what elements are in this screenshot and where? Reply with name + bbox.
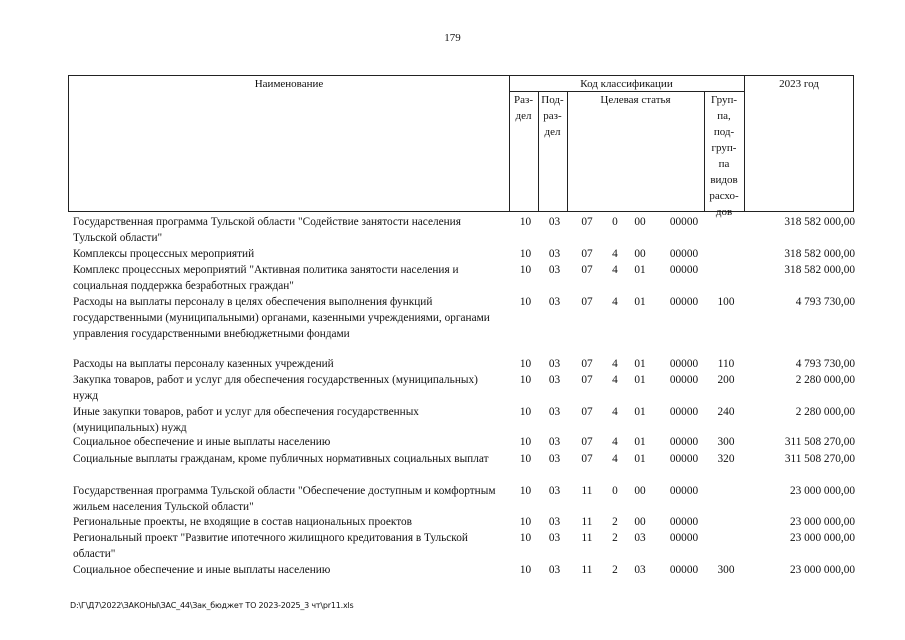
row-cs4: 00000: [669, 436, 699, 448]
row-razdel: 10: [519, 453, 532, 465]
row-amount: 311 508 270,00: [784, 436, 855, 448]
file-path-footer: D:\Г\Д7\2022\ЗАКОНЫ\ЗАС_44\Зак_бюджет ТО 2023-2025_3 чт\pr11.xls: [70, 601, 354, 610]
row-amount: 318 582 000,00: [784, 264, 855, 276]
row-cs1: 07: [581, 248, 593, 260]
row-cs4: 00000: [669, 453, 699, 465]
row-razdel: 10: [519, 296, 532, 308]
row-name: Комплексы процессных мероприятий: [73, 248, 255, 260]
row-group: 200: [717, 374, 735, 386]
row-podrazdel: 03: [548, 453, 561, 465]
row-cs3: 00: [634, 516, 646, 528]
row-cs1: 11: [581, 485, 593, 497]
row-cs3: 00: [634, 485, 646, 497]
row-cs4: 00000: [669, 296, 699, 308]
row-name: Закупка товаров, работ и услуг для обеспечения государственных (муниципальных) нужд: [73, 374, 478, 402]
row-cs4: 00000: [669, 216, 699, 228]
razdel-header: Раз- дел: [513, 94, 533, 122]
row-cs2: 0: [612, 216, 618, 228]
podrazdel-header: Под- раз- дел: [541, 94, 564, 138]
row-cs2: 2: [612, 516, 618, 528]
row-cs3: 00: [634, 216, 646, 228]
row-cs3: 01: [634, 436, 646, 448]
row-cs2: 4: [612, 358, 618, 370]
row-cs1: 07: [581, 296, 593, 308]
row-cs3: 00: [634, 248, 646, 260]
row-cs2: 2: [612, 532, 618, 544]
row-cs4: 00000: [669, 374, 699, 386]
row-name: Расходы на выплаты персоналу в целях обеспечения выполнения функций государственными (муниципальными) органами, казенными учреждениями, органами управления государственными внебюджетными фондами: [73, 296, 490, 340]
row-cs2: 2: [612, 564, 618, 576]
row-amount: 2 280 000,00: [795, 374, 855, 386]
row-amount: 318 582 000,00: [784, 216, 855, 228]
row-cs2: 4: [612, 436, 618, 448]
row-podrazdel: 03: [548, 516, 561, 528]
row-name: Государственная программа Тульской области "Обеспечение доступным и комфортным жильем населения Тульской области": [73, 485, 496, 513]
row-cs1: 07: [581, 264, 593, 276]
row-razdel: 10: [519, 436, 532, 448]
row-name: Государственная программа Тульской области "Содействие занятости населения Тульской области": [73, 216, 461, 244]
row-podrazdel: 03: [548, 406, 561, 418]
row-cs1: 11: [581, 564, 593, 576]
row-cs2: 0: [612, 485, 618, 497]
row-name: Расходы на выплаты персоналу казенных учреждений: [73, 358, 334, 370]
row-cs4: 00000: [669, 358, 699, 370]
row-amount: 23 000 000,00: [790, 485, 855, 497]
row-razdel: 10: [519, 248, 532, 260]
row-cs3: 01: [634, 453, 646, 465]
row-group: 240: [717, 406, 735, 418]
row-cs4: 00000: [669, 485, 699, 497]
row-razdel: 10: [519, 264, 532, 276]
row-razdel: 10: [519, 358, 532, 370]
row-cs2: 4: [612, 453, 618, 465]
name-column-header: Наименование: [254, 78, 324, 90]
row-amount: 4 793 730,00: [795, 358, 855, 370]
row-amount: 311 508 270,00: [784, 453, 855, 465]
row-cs1: 11: [581, 516, 593, 528]
row-group: 300: [717, 564, 735, 576]
row-amount: 318 582 000,00: [784, 248, 855, 260]
row-name: Социальное обеспечение и иные выплаты населению: [73, 564, 331, 576]
header-divider: [744, 76, 745, 211]
row-cs3: 03: [634, 532, 646, 544]
row-group: 320: [717, 453, 735, 465]
row-razdel: 10: [519, 216, 532, 228]
row-name: Социальные выплаты гражданам, кроме публичных нормативных социальных выплат: [73, 453, 489, 465]
row-podrazdel: 03: [548, 358, 561, 370]
row-razdel: 10: [519, 516, 532, 528]
row-podrazdel: 03: [548, 485, 561, 497]
row-cs1: 07: [581, 216, 593, 228]
row-cs2: 4: [612, 248, 618, 260]
row-cs4: 00000: [669, 564, 699, 576]
row-cs4: 00000: [669, 532, 699, 544]
row-cs2: 4: [612, 374, 618, 386]
row-podrazdel: 03: [548, 296, 561, 308]
target-article-header: Целевая статья: [600, 94, 671, 106]
row-cs3: 01: [634, 358, 646, 370]
row-razdel: 10: [519, 532, 532, 544]
row-cs1: 07: [581, 453, 593, 465]
row-amount: 23 000 000,00: [790, 532, 855, 544]
row-cs1: 11: [581, 532, 593, 544]
row-name: Комплекс процессных мероприятий "Активная политика занятости населения и социальная поддержка безработных граждан": [73, 264, 459, 292]
row-name: Социальное обеспечение и иные выплаты населению: [73, 436, 331, 448]
row-cs1: 07: [581, 358, 593, 370]
header-divider: [567, 91, 568, 211]
row-cs4: 00000: [669, 406, 699, 418]
row-razdel: 10: [519, 564, 532, 576]
row-cs2: 4: [612, 264, 618, 276]
row-podrazdel: 03: [548, 248, 561, 260]
row-name: Иные закупки товаров, работ и услуг для обеспечения государственных (муниципальных) нужд: [73, 406, 419, 434]
row-cs1: 07: [581, 436, 593, 448]
code-group-header: Код классификации: [580, 78, 673, 90]
row-cs3: 01: [634, 296, 646, 308]
group-header: Груп- па, под- груп- па видов расхо- дов: [709, 94, 739, 218]
row-razdel: 10: [519, 406, 532, 418]
row-cs3: 01: [634, 406, 646, 418]
row-podrazdel: 03: [548, 374, 561, 386]
row-amount: 2 280 000,00: [795, 406, 855, 418]
row-cs3: 01: [634, 264, 646, 276]
row-cs1: 07: [581, 374, 593, 386]
table-header: [68, 75, 854, 218]
row-name: Региональные проекты, не входящие в состав национальных проектов: [73, 516, 413, 528]
row-cs4: 00000: [669, 248, 699, 260]
row-amount: 23 000 000,00: [790, 564, 855, 576]
row-podrazdel: 03: [548, 436, 561, 448]
row-group: 100: [717, 296, 735, 308]
row-podrazdel: 03: [548, 564, 561, 576]
row-podrazdel: 03: [548, 264, 561, 276]
year-column-header: 2023 год: [779, 78, 819, 90]
row-amount: 23 000 000,00: [790, 516, 855, 528]
row-group: 300: [717, 436, 735, 448]
row-cs1: 07: [581, 406, 593, 418]
row-cs2: 4: [612, 406, 618, 418]
row-razdel: 10: [519, 485, 532, 497]
row-cs3: 03: [634, 564, 646, 576]
row-group: 110: [717, 358, 735, 370]
row-cs3: 01: [634, 374, 646, 386]
row-cs2: 4: [612, 296, 618, 308]
row-podrazdel: 03: [548, 216, 561, 228]
row-cs4: 00000: [669, 516, 699, 528]
page-number: 179: [444, 32, 461, 44]
row-cs4: 00000: [669, 264, 699, 276]
row-amount: 4 793 730,00: [795, 296, 855, 308]
row-razdel: 10: [519, 374, 532, 386]
row-podrazdel: 03: [548, 532, 561, 544]
row-name: Региональный проект "Развитие ипотечного жилищного кредитования в Тульской области": [73, 532, 468, 560]
